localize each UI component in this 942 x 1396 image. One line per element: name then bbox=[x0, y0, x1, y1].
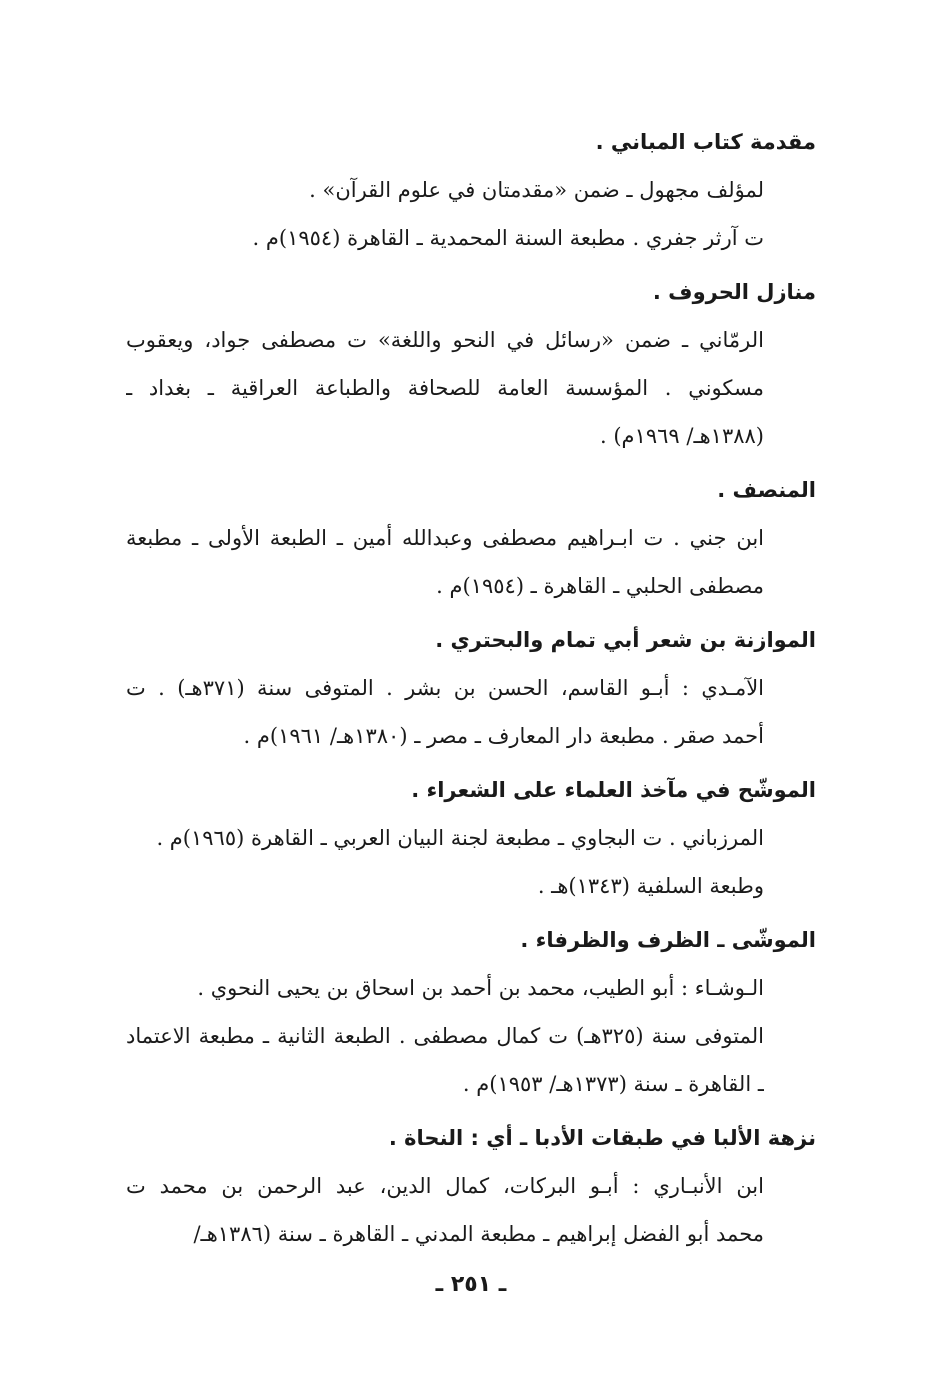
entry-line: وطبعة السلفية (١٣٤٣)هـ . bbox=[537, 874, 764, 898]
entry-line: الرمّاني ـ ضمن «رسائل في النحو واللغة» ت مصطفى جواد، ويعقوب bbox=[126, 328, 764, 352]
entry-line: أحمد صقر . مطبعة دار المعارف ـ مصر ـ (١٣٨٠هـ/ ١٩٦١)م . bbox=[243, 724, 764, 748]
entry-title: الموازنة بن شعر أبي تمام والبحتري . bbox=[435, 628, 816, 652]
bibliography-entry bbox=[126, 1114, 816, 1258]
entry-line: الـوشـاء : أبو الطيب، محمد بن أحمد بن اسحاق بن يحيى النحوي . bbox=[197, 976, 764, 1000]
bibliography-entry bbox=[126, 118, 816, 262]
bibliography-list bbox=[126, 118, 816, 1264]
entry-title: الموشّح في مآخذ العلماء على الشعراء . bbox=[411, 778, 816, 802]
bibliography-entry bbox=[126, 916, 816, 1108]
entry-body bbox=[126, 814, 764, 910]
entry-title: الموشّى ـ الظرف والظرفاء . bbox=[520, 928, 816, 952]
entry-body bbox=[126, 514, 764, 610]
entry-body bbox=[126, 964, 764, 1108]
entry-title: نزهة الألبا في طبقات الأدبا ـ أي : النحاة . bbox=[388, 1126, 816, 1150]
entry-line: محمد أبو الفضل إبراهيم ـ مطبعة المدني ـ القاهرة ـ سنة (١٣٨٦هـ/ bbox=[193, 1222, 764, 1246]
entry-title: منازل الحروف . bbox=[652, 280, 816, 304]
entry-line: الآمـدي : أبـو القاسم، الحسن بن بشر . المتوفى سنة (٣٧١هـ) . ت bbox=[126, 676, 764, 700]
entry-line: ت آرثر جفري . مطبعة السنة المحمدية ـ القاهرة (١٩٥٤)م . bbox=[252, 226, 764, 250]
entry-line: ابن جني . ت ابـراهيم مصطفى وعبدالله أمين ـ الطبعة الأولى ـ مطبعة bbox=[126, 526, 764, 550]
bibliography-entry bbox=[126, 616, 816, 760]
entry-title: المنصف . bbox=[717, 478, 816, 502]
entry-title: مقدمة كتاب المباني . bbox=[595, 130, 816, 154]
bibliography-entry bbox=[126, 466, 816, 610]
entry-body bbox=[126, 664, 764, 760]
entry-line: المتوفى سنة (٣٢٥هـ) ت كمال مصطفى . الطبعة الثانية ـ مطبعة الاعتماد bbox=[126, 1024, 764, 1048]
entry-body bbox=[126, 1162, 764, 1258]
bibliography-entry bbox=[126, 268, 816, 460]
entry-body bbox=[126, 316, 764, 460]
bibliography-entry bbox=[126, 766, 816, 910]
entry-line: مصطفى الحلبي ـ القاهرة ـ (١٩٥٤)م . bbox=[436, 574, 764, 598]
entry-line: ـ القاهرة ـ سنة (١٣٧٣هـ/ ١٩٥٣)م . bbox=[462, 1072, 764, 1096]
entry-line: ابن الأنبـاري : أبـو البركات، كمال الدين، عبد الرحمن بن محمد ت bbox=[126, 1174, 764, 1198]
entry-line: لمؤلف مجهول ـ ضمن «مقدمتان في علوم القرآن» . bbox=[309, 178, 764, 202]
entry-line: (١٣٨٨هـ/ ١٩٦٩م) . bbox=[600, 424, 764, 448]
entry-line: مسكوني . المؤسسة العامة للصحافة والطباعة العراقية ـ بغداد ـ bbox=[126, 376, 764, 400]
entry-body bbox=[126, 166, 764, 262]
page-number: ـ ٢٥١ ـ bbox=[435, 1272, 507, 1297]
entry-line: المرزباني . ت البجاوي ـ مطبعة لجنة البيان العربي ـ القاهرة (١٩٦٥)م . bbox=[156, 826, 764, 850]
